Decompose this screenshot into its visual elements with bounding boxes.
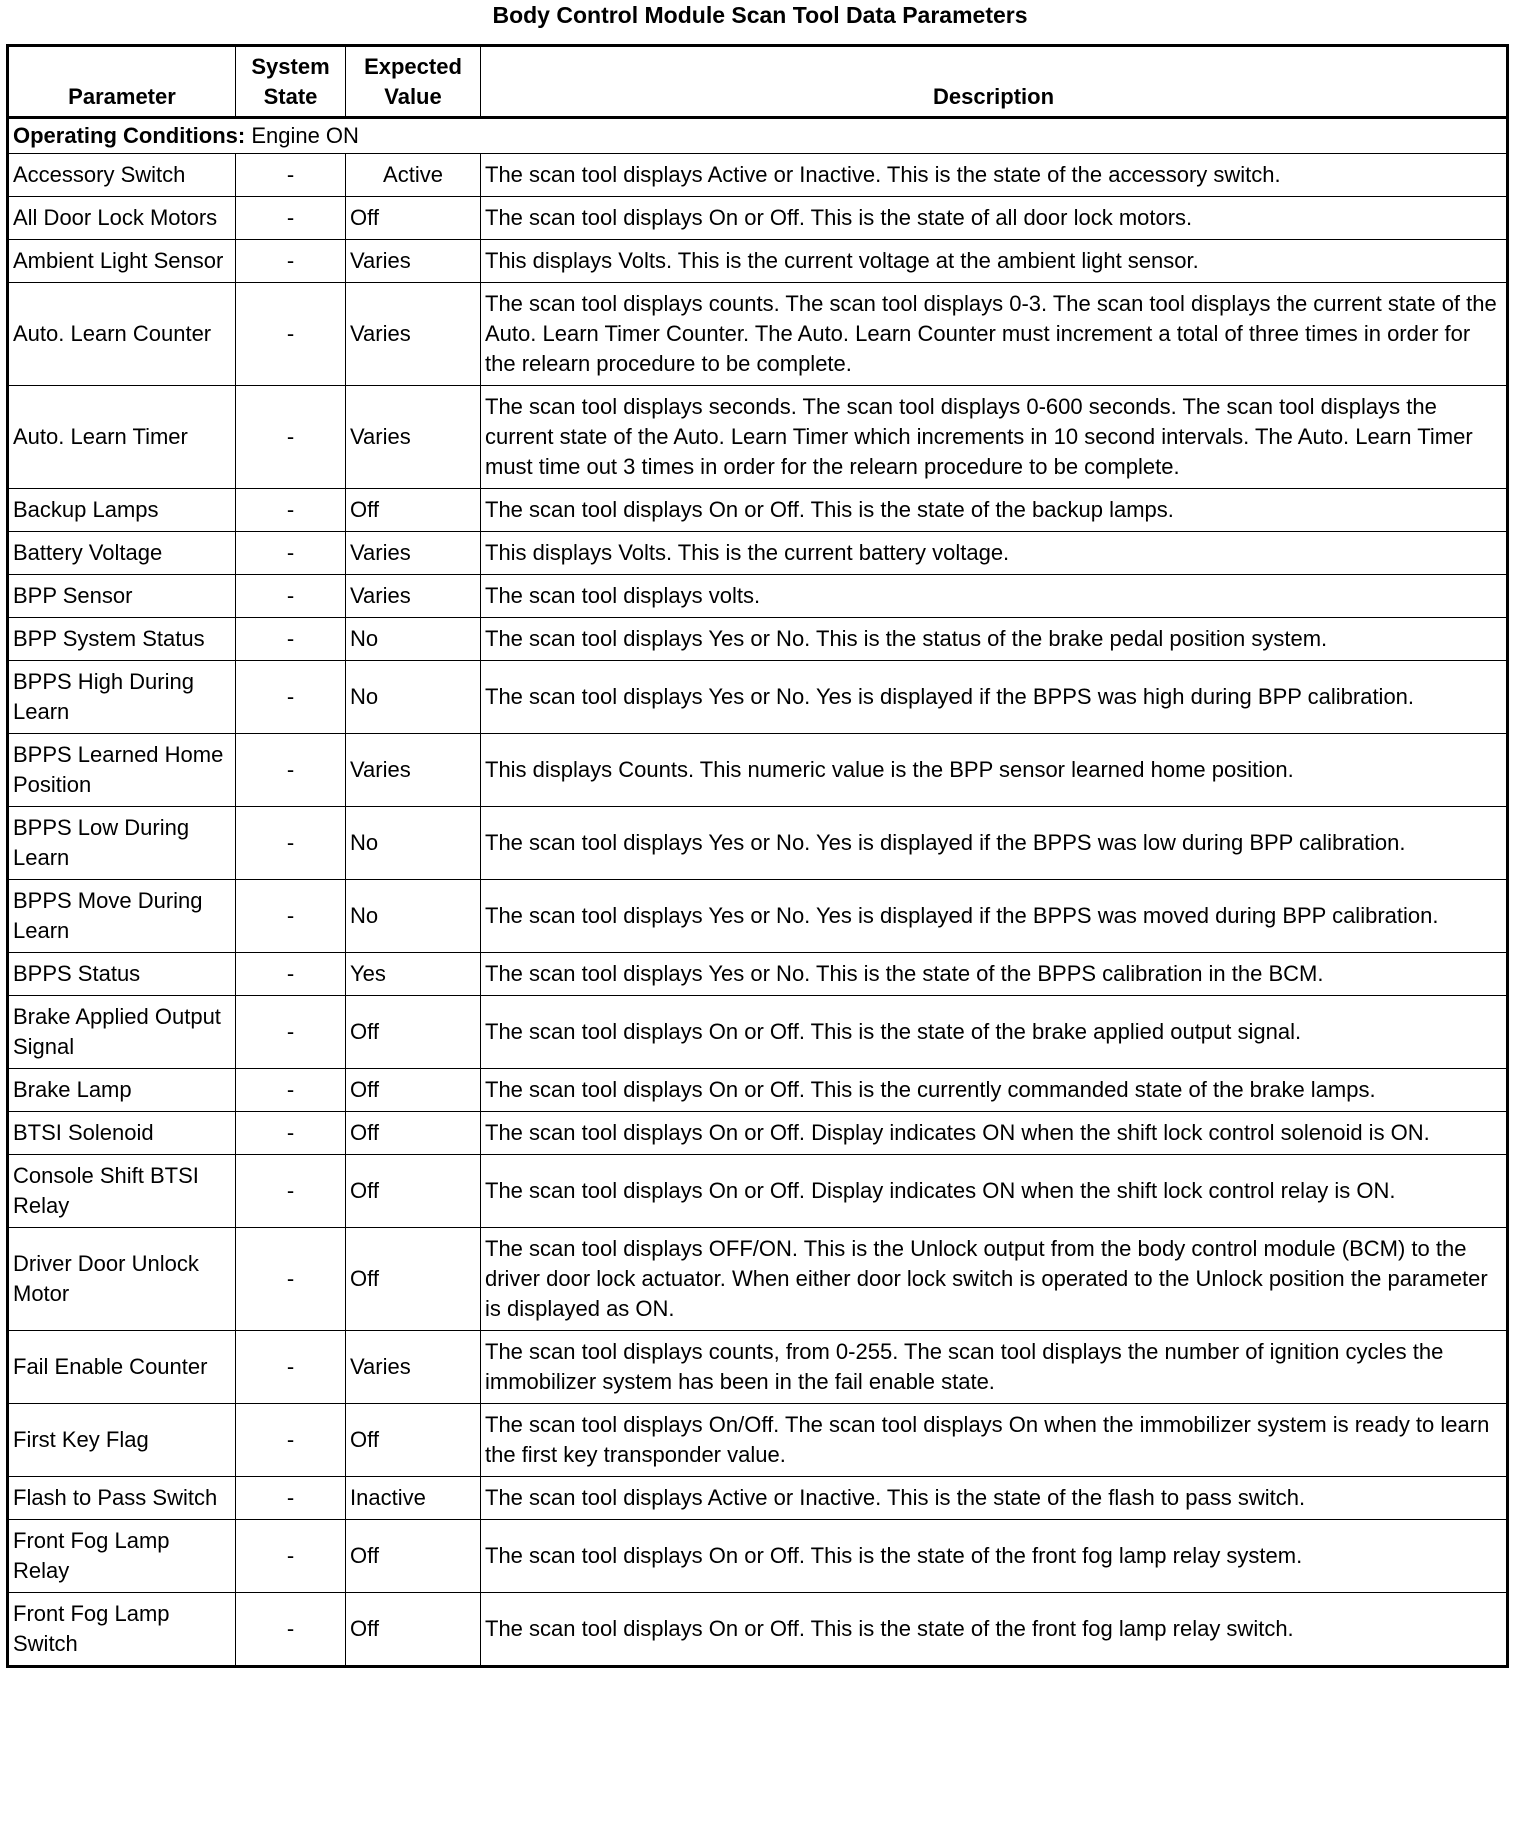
table-row xyxy=(8,1069,1508,1112)
header-system-state xyxy=(236,46,346,118)
table-row xyxy=(8,154,1508,197)
description-cell: This displays Counts. This numeric value is the BPP sensor learned home position. xyxy=(481,734,1508,807)
parameter-cell: Battery Voltage xyxy=(8,532,236,575)
parameter-cell: First Key Flag xyxy=(8,1404,236,1477)
parameter-cell: Auto. Learn Timer xyxy=(8,386,236,489)
parameter-cell: BPPS High During Learn xyxy=(8,661,236,734)
header-system-state-line1: System xyxy=(251,54,330,79)
parameter-cell: Front Fog Lamp Switch xyxy=(8,1593,236,1667)
system-state-cell: - xyxy=(236,283,346,386)
table-row xyxy=(8,807,1508,880)
expected-value-cell: Off xyxy=(346,1112,481,1155)
table-row xyxy=(8,880,1508,953)
description-cell: The scan tool displays Yes or No. This is the state of the BPPS calibration in the BCM. xyxy=(481,953,1508,996)
expected-value-cell: Off xyxy=(346,197,481,240)
description-cell: The scan tool displays On or Off. Display indicates ON when the shift lock control relay is ON. xyxy=(481,1155,1508,1228)
description-cell: This displays Volts. This is the current battery voltage. xyxy=(481,532,1508,575)
expected-value-cell: Yes xyxy=(346,953,481,996)
system-state-cell: - xyxy=(236,1404,346,1477)
table-row xyxy=(8,532,1508,575)
expected-value-cell: No xyxy=(346,618,481,661)
table-row xyxy=(8,1228,1508,1331)
system-state-cell: - xyxy=(236,880,346,953)
expected-value-cell: Off xyxy=(346,489,481,532)
description-cell: The scan tool displays counts, from 0-255. The scan tool displays the number of ignition cycles the immobilizer system has been in the fail enable state. xyxy=(481,1331,1508,1404)
parameter-cell: Accessory Switch xyxy=(8,154,236,197)
system-state-cell: - xyxy=(236,532,346,575)
operating-conditions-row xyxy=(8,118,1508,154)
expected-value-cell: Off xyxy=(346,996,481,1069)
table-row xyxy=(8,1112,1508,1155)
table-header-row xyxy=(8,46,1508,118)
parameter-cell: BPPS Move During Learn xyxy=(8,880,236,953)
table-row xyxy=(8,734,1508,807)
table-row xyxy=(8,386,1508,489)
system-state-cell: - xyxy=(236,1593,346,1667)
table-row xyxy=(8,1520,1508,1593)
header-expected-value xyxy=(346,46,481,118)
header-description: Description xyxy=(481,46,1508,118)
scan-tool-parameters-table xyxy=(6,44,1509,1668)
parameter-cell: BTSI Solenoid xyxy=(8,1112,236,1155)
system-state-cell: - xyxy=(236,661,346,734)
header-expected-value-line1: Expected xyxy=(364,54,462,79)
expected-value-cell: Active xyxy=(346,154,481,197)
description-cell: The scan tool displays Active or Inactive. This is the state of the accessory switch. xyxy=(481,154,1508,197)
expected-value-cell: No xyxy=(346,661,481,734)
parameter-cell: All Door Lock Motors xyxy=(8,197,236,240)
header-expected-value-line2: Value xyxy=(384,84,442,109)
description-cell: The scan tool displays Yes or No. Yes is displayed if the BPPS was high during BPP calibration. xyxy=(481,661,1508,734)
table-row xyxy=(8,618,1508,661)
expected-value-cell: Varies xyxy=(346,386,481,489)
expected-value-cell: Off xyxy=(346,1228,481,1331)
parameter-cell: Driver Door Unlock Motor xyxy=(8,1228,236,1331)
description-cell: The scan tool displays Yes or No. This is the status of the brake pedal position system. xyxy=(481,618,1508,661)
expected-value-cell: Off xyxy=(346,1520,481,1593)
description-cell: The scan tool displays counts. The scan tool displays 0-3. The scan tool displays the current state of the Auto. Learn Timer Counter. The Auto. Learn Counter must increment a total of three times in order for the relearn procedure to be complete. xyxy=(481,283,1508,386)
description-cell: The scan tool displays Yes or No. Yes is displayed if the BPPS was low during BPP calibration. xyxy=(481,807,1508,880)
system-state-cell: - xyxy=(236,197,346,240)
table-row xyxy=(8,240,1508,283)
parameter-cell: BPPS Low During Learn xyxy=(8,807,236,880)
table-row xyxy=(8,1477,1508,1520)
header-system-state-line2: State xyxy=(263,84,318,109)
parameter-cell: BPPS Status xyxy=(8,953,236,996)
description-cell: The scan tool displays On or Off. This is the state of the brake applied output signal. xyxy=(481,996,1508,1069)
table-row xyxy=(8,197,1508,240)
description-cell: The scan tool displays OFF/ON. This is the Unlock output from the body control module (BCM) to the driver door lock actuator. When either door lock switch is operated to the Unlock position the parameter is displayed as ON. xyxy=(481,1228,1508,1331)
description-cell: The scan tool displays Active or Inactive. This is the state of the flash to pass switch. xyxy=(481,1477,1508,1520)
description-cell: The scan tool displays seconds. The scan tool displays 0-600 seconds. The scan tool displays the current state of the Auto. Learn Timer which increments in 10 second intervals. The Auto. Learn Timer must time out 3 times in order for the relearn procedure to be complete. xyxy=(481,386,1508,489)
table-row xyxy=(8,489,1508,532)
document-title: Body Control Module Scan Tool Data Parameters xyxy=(492,2,1028,28)
table-row xyxy=(8,283,1508,386)
system-state-cell: - xyxy=(236,386,346,489)
parameter-cell: Brake Lamp xyxy=(8,1069,236,1112)
table-row xyxy=(8,661,1508,734)
description-cell: The scan tool displays Yes or No. Yes is displayed if the BPPS was moved during BPP calibration. xyxy=(481,880,1508,953)
system-state-cell: - xyxy=(236,1112,346,1155)
expected-value-cell: Varies xyxy=(346,283,481,386)
expected-value-cell: Varies xyxy=(346,240,481,283)
system-state-cell: - xyxy=(236,575,346,618)
expected-value-cell: No xyxy=(346,880,481,953)
expected-value-cell: Varies xyxy=(346,532,481,575)
table-row xyxy=(8,575,1508,618)
system-state-cell: - xyxy=(236,734,346,807)
table-row xyxy=(8,953,1508,996)
system-state-cell: - xyxy=(236,996,346,1069)
parameter-cell: Front Fog Lamp Relay xyxy=(8,1520,236,1593)
table-row xyxy=(8,1331,1508,1404)
system-state-cell: - xyxy=(236,154,346,197)
description-cell: The scan tool displays On/Off. The scan tool displays On when the immobilizer system is ready to learn the first key transponder value. xyxy=(481,1404,1508,1477)
system-state-cell: - xyxy=(236,807,346,880)
system-state-cell: - xyxy=(236,618,346,661)
parameter-cell: Brake Applied Output Signal xyxy=(8,996,236,1069)
parameter-cell: Backup Lamps xyxy=(8,489,236,532)
expected-value-cell: Off xyxy=(346,1593,481,1667)
description-cell: The scan tool displays On or Off. This is the state of the backup lamps. xyxy=(481,489,1508,532)
system-state-cell: - xyxy=(236,1477,346,1520)
description-cell: This displays Volts. This is the current voltage at the ambient light sensor. xyxy=(481,240,1508,283)
system-state-cell: - xyxy=(236,240,346,283)
parameter-cell: Console Shift BTSI Relay xyxy=(8,1155,236,1228)
parameter-cell: BPPS Learned Home Position xyxy=(8,734,236,807)
operating-conditions-label: Operating Conditions: xyxy=(13,123,246,148)
header-parameter: Parameter xyxy=(8,46,236,118)
system-state-cell: - xyxy=(236,1520,346,1593)
system-state-cell: - xyxy=(236,1331,346,1404)
expected-value-cell: Off xyxy=(346,1155,481,1228)
description-cell: The scan tool displays On or Off. This is the state of the front fog lamp relay switch. xyxy=(481,1593,1508,1667)
expected-value-cell: Off xyxy=(346,1069,481,1112)
parameter-cell: Flash to Pass Switch xyxy=(8,1477,236,1520)
operating-conditions-value: Engine ON xyxy=(245,123,359,148)
system-state-cell: - xyxy=(236,1155,346,1228)
description-cell: The scan tool displays On or Off. Display indicates ON when the shift lock control solenoid is ON. xyxy=(481,1112,1508,1155)
parameter-cell: BPP Sensor xyxy=(8,575,236,618)
expected-value-cell: Off xyxy=(346,1404,481,1477)
table-row xyxy=(8,996,1508,1069)
expected-value-cell: Inactive xyxy=(346,1477,481,1520)
table-row xyxy=(8,1155,1508,1228)
description-cell: The scan tool displays On or Off. This is the state of the front fog lamp relay system. xyxy=(481,1520,1508,1593)
parameter-cell: Ambient Light Sensor xyxy=(8,240,236,283)
expected-value-cell: Varies xyxy=(346,734,481,807)
system-state-cell: - xyxy=(236,489,346,532)
expected-value-cell: Varies xyxy=(346,575,481,618)
expected-value-cell: No xyxy=(346,807,481,880)
parameter-cell: BPP System Status xyxy=(8,618,236,661)
system-state-cell: - xyxy=(236,1069,346,1112)
description-cell: The scan tool displays On or Off. This is the state of all door lock motors. xyxy=(481,197,1508,240)
parameter-cell: Auto. Learn Counter xyxy=(8,283,236,386)
expected-value-cell: Varies xyxy=(346,1331,481,1404)
parameter-cell: Fail Enable Counter xyxy=(8,1331,236,1404)
table-row xyxy=(8,1404,1508,1477)
table-row xyxy=(8,1593,1508,1667)
description-cell: The scan tool displays On or Off. This is the currently commanded state of the brake lamps. xyxy=(481,1069,1508,1112)
system-state-cell: - xyxy=(236,953,346,996)
system-state-cell: - xyxy=(236,1228,346,1331)
description-cell: The scan tool displays volts. xyxy=(481,575,1508,618)
